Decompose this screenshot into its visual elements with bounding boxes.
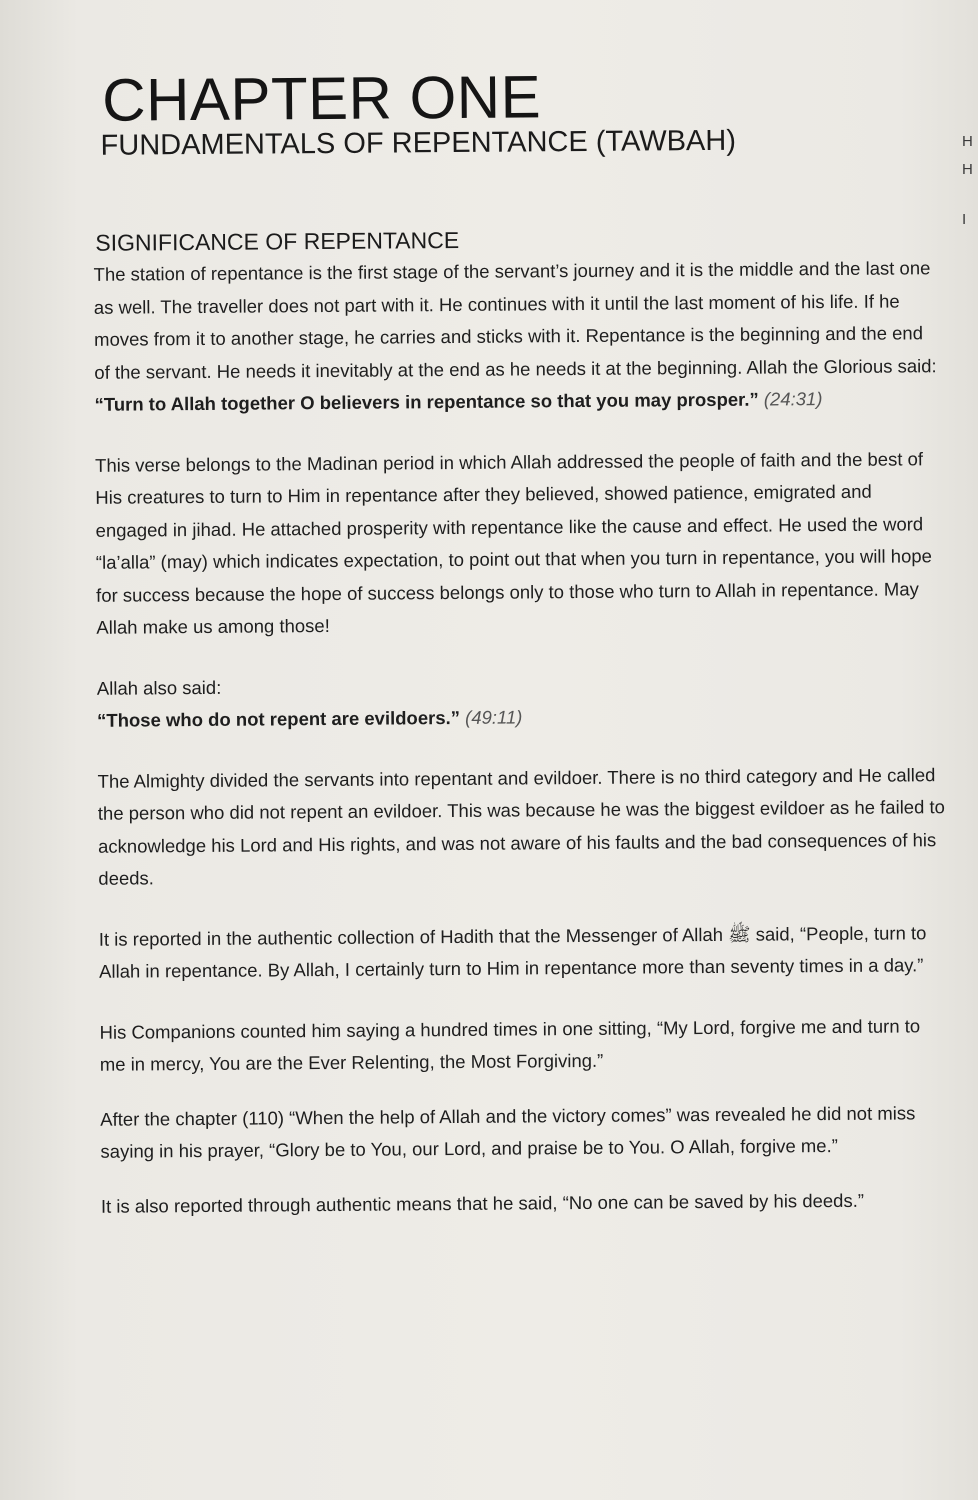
verse-reference: (49:11) bbox=[465, 706, 523, 728]
chapter-title: CHAPTER ONE bbox=[101, 63, 542, 134]
quote-text: “Those who do not repent are evildoers.” bbox=[97, 706, 461, 731]
quran-quote bbox=[97, 698, 945, 737]
page-content bbox=[70, 63, 949, 1223]
chapter-subtitle: FUNDAMENTALS OF REPENTANCE (TAWBAH) bbox=[100, 124, 737, 162]
verse-reference: (24:31) bbox=[763, 388, 823, 410]
body-paragraph: It is also reported through authentic means that he said, “No one can be saved by his deeds.” bbox=[100, 1189, 865, 1217]
body-paragraph: After the chapter (110) “When the help of Allah and the victory comes” was revealed he did not miss saying in his prayer, “Glory be to You, our Lord, and praise be to You. O Allah, forgive me.” bbox=[100, 1101, 916, 1162]
body-paragraph: It is reported in the authentic collection of Hadith that the Messenger of Allah ﷺ said, “People, turn to Allah in repentance. By Allah, I certainly turn to Him in repentance more than seventy times in a day.” bbox=[98, 921, 927, 982]
body-paragraph: Allah also said: bbox=[96, 676, 222, 699]
quote-text: “Turn to Allah together O believers in repentance so that you may prosper.” bbox=[94, 388, 759, 415]
edge-gap bbox=[962, 184, 978, 206]
body-paragraph: His Companions counted him saying a hundred times in one sitting, “My Lord, forgive me and turn to me in mercy, You are the Ever Relenting, the Most Forgiving.” bbox=[99, 1014, 921, 1075]
edge-letter: H bbox=[962, 133, 973, 150]
body-paragraph: The Almighty divided the servants into repentant and evildoer. There is no third category and He called the person who did not repent an evildoer. This was because he was the biggest evildoer as he failed to acknowledge his Lord and His rights, and was not aware of his faults and the bad consequences of his deeds. bbox=[97, 763, 945, 889]
edge-letter: I bbox=[962, 211, 967, 228]
section-heading: SIGNIFICANCE OF REPENTANCE bbox=[95, 226, 460, 256]
body-paragraph: The station of repentance is the first stage of the servant’s journey and it is the middle and the last one as well. The traveller does not part with it. He continues with it until the last moment of his life. If he moves from it to another stage, he carries and sticks with it. Repentance is the beginning and the end of the servant. He needs it inevitably at the end as he needs it at the beginning. Allah the Glorious said: bbox=[93, 257, 937, 383]
edge-letter: H bbox=[962, 161, 973, 178]
body-paragraph: This verse belongs to the Madinan period in which Allah addressed the people of faith and the best of His creatures to turn to Him in repentance after they believed, showed patience, emigrated and engaged in jihad. He attached prosperity with repentance like the cause and effect. He used the word “la’alla” (may) which indicates expectation, to point out that when you turn in repentance, you will hope for success because the hope of success belongs only to those who turn to Allah in repentance. May Allah make us among those! bbox=[95, 447, 932, 638]
facing-page-edge-text bbox=[962, 128, 978, 234]
quran-quote bbox=[95, 382, 943, 421]
